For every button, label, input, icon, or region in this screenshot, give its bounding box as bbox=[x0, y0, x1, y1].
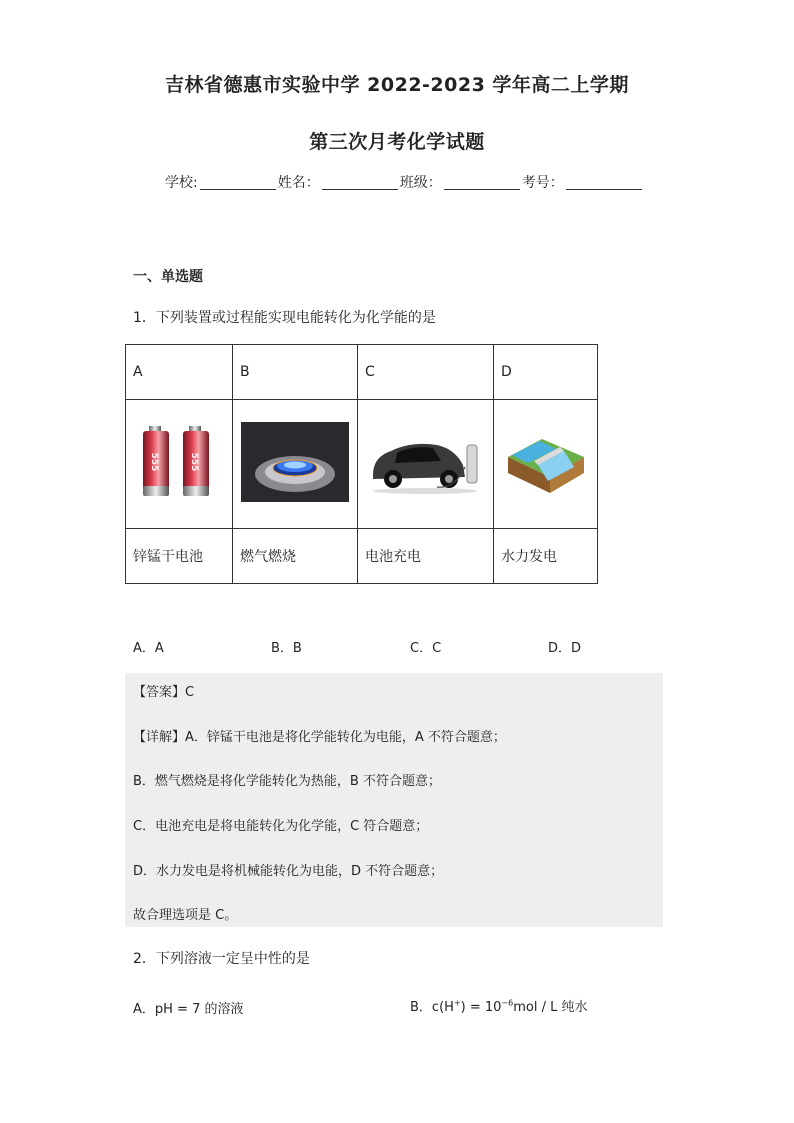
option-b-letter: B bbox=[233, 345, 358, 400]
option-c-letter: C bbox=[358, 345, 494, 400]
class-field[interactable] bbox=[444, 175, 520, 190]
option-d-letter: D bbox=[494, 345, 598, 400]
q2-option-b-sup1: + bbox=[453, 998, 461, 1008]
gas-burner-image bbox=[233, 400, 358, 529]
choice-a[interactable]: A．A bbox=[133, 641, 164, 656]
option-a-label: 锌锰干电池 bbox=[126, 529, 233, 584]
choice-c[interactable]: C．C bbox=[410, 641, 442, 656]
q2-option-b-prefix: B．c(H bbox=[410, 1000, 454, 1015]
detail-line-4: D．水力发电是将机械能转化为电能，D 不符合题意； bbox=[133, 864, 444, 879]
detail-line-1: 【详解】A．锌锰干电池是将化学能转化为电能，A 不符合题意； bbox=[133, 730, 506, 745]
school-field[interactable] bbox=[200, 175, 276, 190]
question-1-table bbox=[125, 344, 598, 584]
name-label: 姓名： bbox=[277, 175, 320, 191]
detail-line-5: 故合理选项是 C。 bbox=[133, 908, 238, 923]
answer-line: 【答案】C bbox=[133, 685, 195, 700]
answer-panel bbox=[125, 673, 663, 927]
q2-option-b-mid: ) = 10 bbox=[460, 1000, 502, 1015]
choice-b[interactable]: B．B bbox=[271, 641, 302, 656]
detail-line-2: B．燃气燃烧是将化学能转化为热能，B 不符合题意； bbox=[133, 774, 441, 789]
page-title: 吉林省德惠市实验中学 2022-2023 学年高二上学期 bbox=[165, 74, 629, 96]
option-a-letter: A bbox=[126, 345, 233, 400]
page-subtitle: 第三次月考化学试题 bbox=[309, 131, 485, 153]
battery-1-label: 555 bbox=[149, 452, 159, 472]
electric-car-image bbox=[358, 400, 494, 529]
student-info-row bbox=[165, 172, 644, 192]
dam-icon bbox=[504, 427, 588, 497]
option-c-label: 电池充电 bbox=[358, 529, 494, 584]
option-b-label: 燃气燃烧 bbox=[233, 529, 358, 584]
q2-option-b[interactable] bbox=[410, 996, 587, 1015]
exam-number-label: 考号： bbox=[521, 175, 564, 191]
hydropower-image bbox=[494, 400, 598, 529]
exam-number-field[interactable] bbox=[566, 175, 642, 190]
option-d-label: 水力发电 bbox=[494, 529, 598, 584]
class-label: 班级： bbox=[399, 175, 442, 191]
q2-option-a[interactable]: A．pH = 7 的溶液 bbox=[133, 1002, 244, 1017]
battery-image bbox=[126, 400, 233, 529]
question-1-stem: 1．下列装置或过程能实现电能转化为化学能的是 bbox=[133, 310, 436, 326]
electric-car-charging-icon bbox=[367, 427, 485, 497]
zinc-manganese-battery-icon bbox=[139, 424, 219, 500]
name-field[interactable] bbox=[322, 175, 398, 190]
detail-line-3: C．电池充电是将电能转化为化学能，C 符合题意； bbox=[133, 819, 429, 834]
school-label: 学校: bbox=[165, 175, 198, 191]
battery-2-label: 555 bbox=[189, 452, 199, 472]
choice-d[interactable]: D．D bbox=[548, 641, 582, 656]
q2-option-b-suffix: mol / L 纯水 bbox=[513, 1000, 588, 1015]
gas-flame-icon bbox=[241, 422, 349, 502]
section-title: 一、单选题 bbox=[133, 269, 203, 285]
question-2-stem: 2．下列溶液一定呈中性的是 bbox=[133, 951, 310, 967]
q2-option-b-sup2: −6 bbox=[501, 998, 514, 1008]
